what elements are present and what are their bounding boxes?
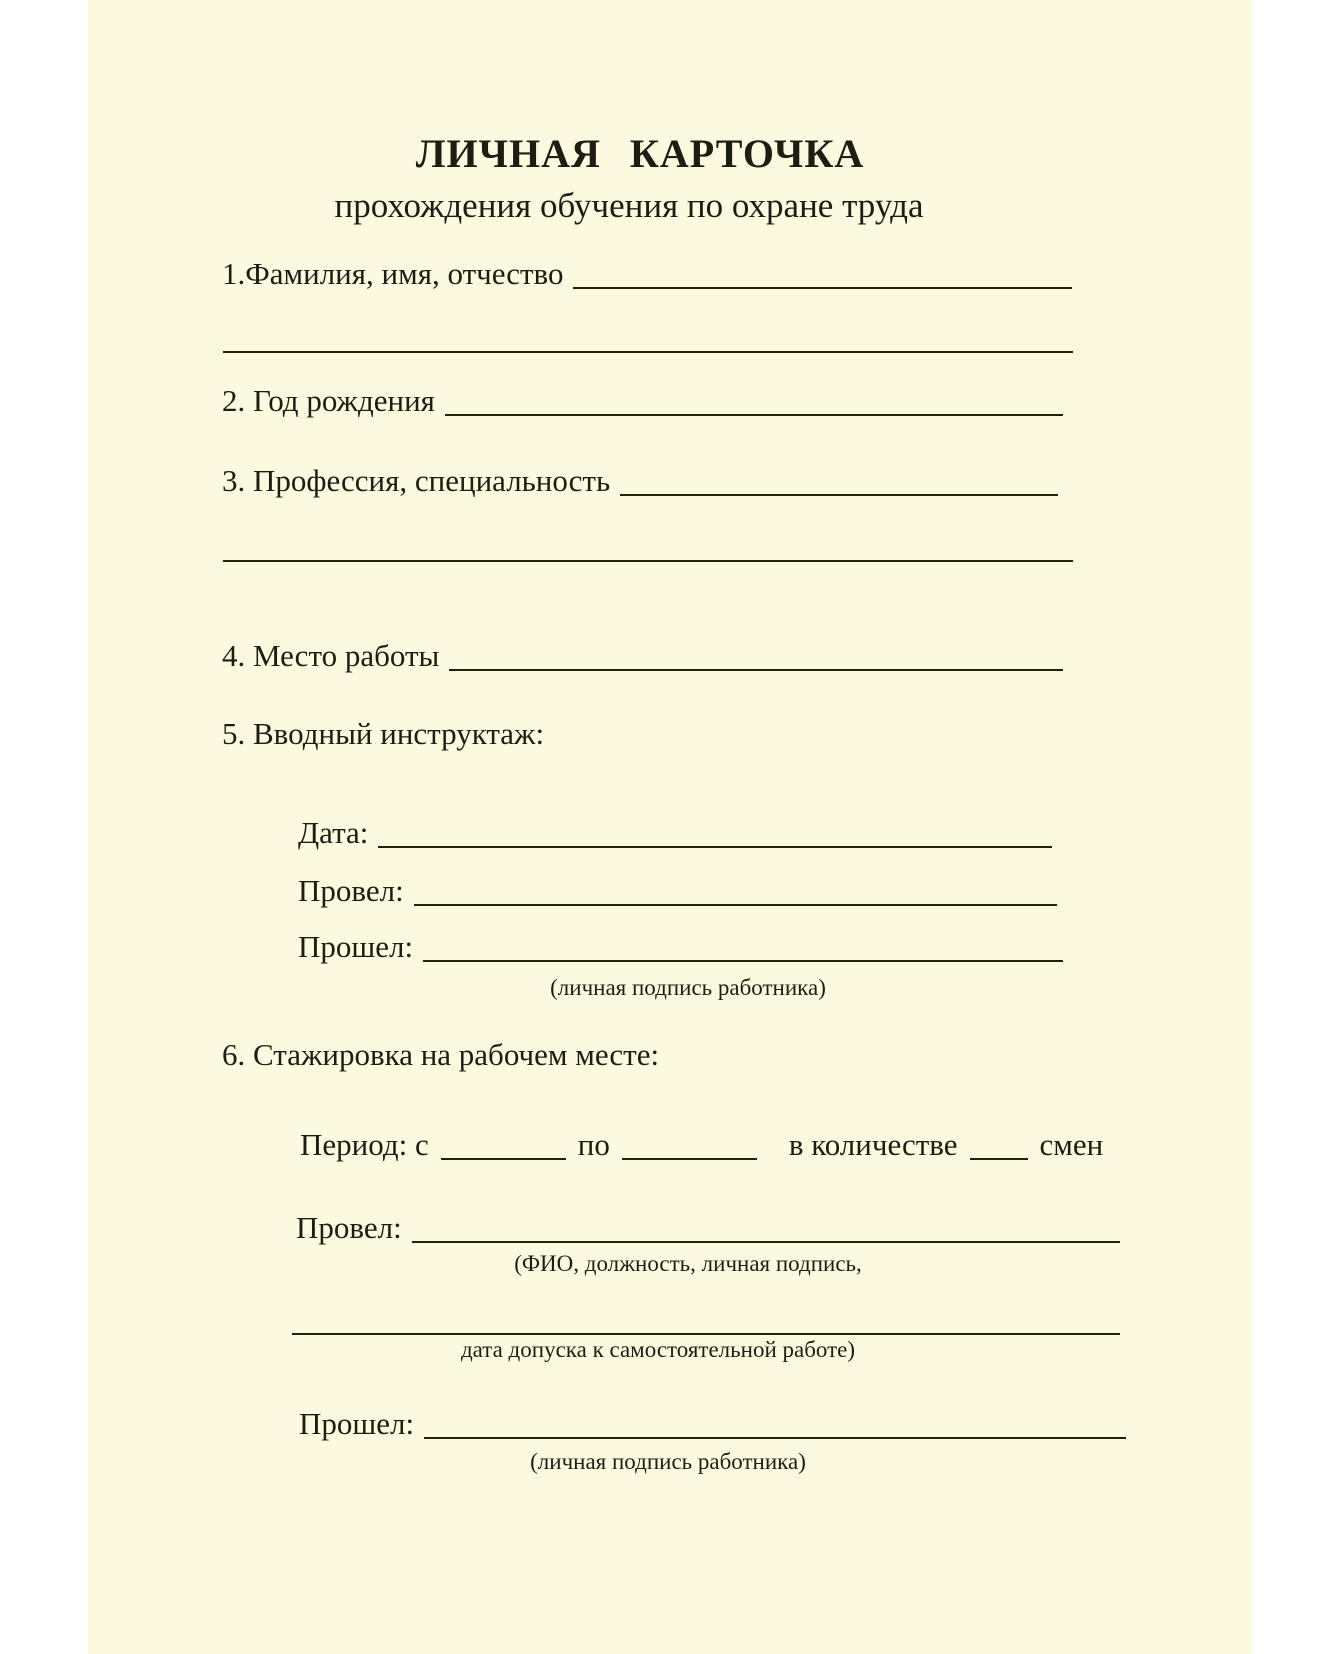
field-6-period-to-line[interactable] xyxy=(622,1158,757,1160)
field-3-line[interactable] xyxy=(620,494,1058,496)
field-5-date-row xyxy=(298,815,1052,851)
field-1-row xyxy=(222,256,1072,292)
field-6-period-to-label: по xyxy=(577,1127,610,1162)
field-3-label: 3. Профессия, специальность xyxy=(222,463,611,498)
field-4-row xyxy=(222,638,1063,674)
field-5-conducted-label: Провел: xyxy=(298,873,404,908)
field-6-passed-label: Прошел: xyxy=(299,1406,415,1441)
field-1-label: 1.Фамилия, имя, отчество xyxy=(222,256,564,291)
field-6-header: 6. Стажировка на рабочем месте: xyxy=(222,1037,660,1072)
field-1-line[interactable] xyxy=(573,287,1072,289)
field-6-passed-row xyxy=(299,1406,1126,1442)
field-2-line[interactable] xyxy=(445,414,1063,416)
field-5-conducted-row xyxy=(298,873,1057,909)
field-6-conducted-row xyxy=(296,1210,1120,1246)
field-6-conducted-label: Провел: xyxy=(296,1210,402,1245)
form-subtitle: прохождения обучения по охране труда xyxy=(334,186,924,225)
field-6-period-label: Период: с xyxy=(300,1127,429,1162)
field-6-conducted-caption-line1: (ФИО, должность, личная подпись, xyxy=(514,1251,862,1276)
form-title: ЛИЧНАЯ КАРТОЧКА xyxy=(415,131,865,176)
field-5-passed-caption: (личная подпись работника) xyxy=(550,975,826,1000)
field-6-conducted-line[interactable] xyxy=(412,1241,1120,1243)
field-5-date-label: Дата: xyxy=(298,815,369,850)
field-5-passed-label: Прошел: xyxy=(298,929,414,964)
field-5-header: 5. Вводный инструктаж: xyxy=(222,716,545,751)
field-3-continuation-line[interactable] xyxy=(223,527,1073,562)
field-6-passed-caption: (личная подпись работника) xyxy=(530,1449,806,1474)
field-6-conducted-caption-line2: дата допуска к самостоятельной работе) xyxy=(460,1337,856,1362)
field-4-line[interactable] xyxy=(449,669,1063,671)
field-4-label: 4. Место работы xyxy=(222,638,440,673)
field-2-label: 2. Год рождения xyxy=(222,383,435,418)
field-3-row xyxy=(222,463,1058,499)
form-page xyxy=(88,0,1252,1654)
field-1-continuation-line[interactable] xyxy=(223,318,1073,353)
field-2-row xyxy=(222,383,1063,419)
field-6-passed-line[interactable] xyxy=(424,1437,1126,1439)
field-5-passed-row xyxy=(298,929,1063,965)
field-6-period-shifts-label: смен xyxy=(1039,1127,1104,1162)
field-5-date-line[interactable] xyxy=(378,846,1052,848)
field-6-period-amount-label: в количестве xyxy=(788,1127,958,1162)
field-6-period-from-line[interactable] xyxy=(441,1158,566,1160)
field-6-conducted-continuation-line[interactable] xyxy=(292,1300,1120,1335)
field-5-conducted-line[interactable] xyxy=(414,904,1057,906)
field-6-period-amount-line[interactable] xyxy=(970,1158,1028,1160)
field-6-period-row xyxy=(300,1127,1115,1163)
field-5-passed-line[interactable] xyxy=(423,960,1063,962)
